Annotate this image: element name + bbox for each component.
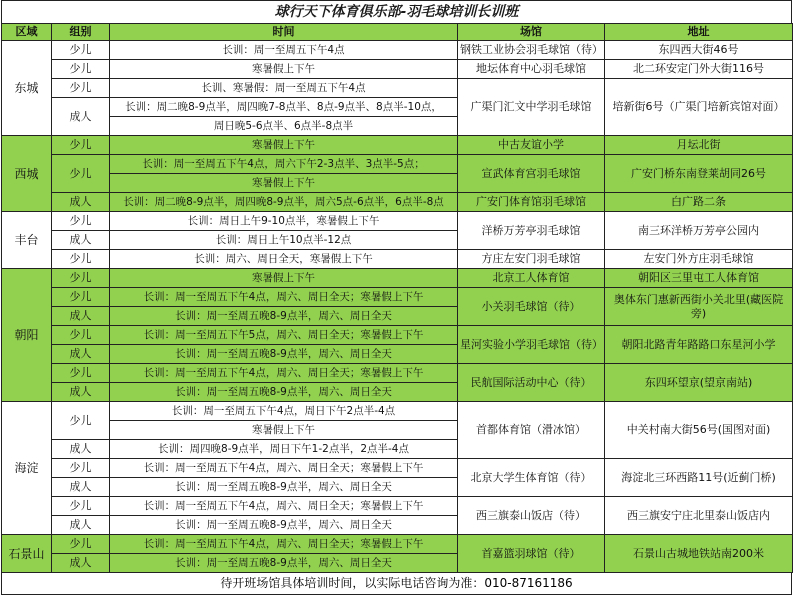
venue-cell: 广渠门汇文中学羽毛球馆	[458, 79, 605, 136]
address-cell: 奥体东门惠新西街小关北里(藏医院旁)	[605, 288, 793, 326]
group-cell: 少儿	[52, 459, 110, 478]
group-cell: 少儿	[52, 250, 110, 269]
table-row	[2, 193, 793, 212]
time-cell: 长训：周一至周五下午4点，周日下午2点半-4点	[110, 402, 458, 421]
table-row	[2, 459, 793, 478]
address-cell: 东四西大街46号	[605, 41, 793, 60]
group-cell: 少儿	[52, 269, 110, 288]
time-cell: 长训：周二晚8-9点半，周四晚8-9点半，周六5点-6点半，6点半-8点	[110, 193, 458, 212]
time-cell: 长训：周一至周五下午4点，周六、周日全天；寒暑假上下午	[110, 288, 458, 307]
header-group: 组别	[52, 24, 110, 41]
venue-cell: 首嘉篮羽球馆（待）	[458, 535, 605, 573]
district-cell: 西城	[2, 136, 52, 212]
venue-cell: 西三旗泰山饭店（待）	[458, 497, 605, 535]
time-cell: 长训、寒暑假：周一至周五下午4点	[110, 79, 458, 98]
table-row	[2, 402, 793, 421]
group-cell: 少儿	[52, 155, 110, 193]
table-row	[2, 60, 793, 79]
table-row	[2, 364, 793, 383]
group-cell: 少儿	[52, 41, 110, 60]
schedule-table	[1, 23, 793, 573]
page-title: 球行天下体育俱乐部-羽毛球培训长训班	[1, 0, 792, 23]
group-cell: 少儿	[52, 212, 110, 231]
venue-cell: 洋桥万芳亭羽毛球馆	[458, 212, 605, 250]
time-cell: 长训：周一至周五下午4点	[110, 41, 458, 60]
time-cell: 长训：周一至周五下午4点，周六、周日全天；寒暑假上下午	[110, 535, 458, 554]
time-cell: 长训：周一至周五晚8-9点半，周六、周日全天	[110, 307, 458, 326]
schedule-sheet	[1, 0, 792, 595]
group-cell: 成人	[52, 478, 110, 497]
address-cell: 南三环洋桥万芳亭公园内	[605, 212, 793, 250]
group-cell: 少儿	[52, 288, 110, 307]
venue-cell: 北京工人体育馆	[458, 269, 605, 288]
header-time: 时间	[110, 24, 458, 41]
group-cell: 成人	[52, 231, 110, 250]
address-cell: 石景山古城地铁站南200米	[605, 535, 793, 573]
time-cell: 寒暑假上下午	[110, 60, 458, 79]
address-cell: 左安门外方庄羽毛球馆	[605, 250, 793, 269]
table-row	[2, 212, 793, 231]
time-cell: 长训：周一至周五下午4点，周六、周日全天；寒暑假上下午	[110, 459, 458, 478]
time-cell: 寒暑假上下午	[110, 421, 458, 440]
district-cell: 石景山	[2, 535, 52, 573]
group-cell: 少儿	[52, 535, 110, 554]
group-cell: 成人	[52, 193, 110, 212]
time-cell: 长训：周一至周五晚8-9点半，周六、周日全天	[110, 345, 458, 364]
venue-cell: 北京大学生体育馆（待）	[458, 459, 605, 497]
group-cell: 成人	[52, 516, 110, 535]
header-district: 区域	[2, 24, 52, 41]
address-cell: 广安门桥东南登莱胡同26号	[605, 155, 793, 193]
address-cell: 培新街6号（广渠门培新宾馆对面）	[605, 79, 793, 136]
group-cell: 成人	[52, 307, 110, 326]
time-cell: 长训：周一至周五晚8-9点半，周六、周日全天	[110, 554, 458, 573]
table-row	[2, 136, 793, 155]
district-cell: 海淀	[2, 402, 52, 535]
table-row	[2, 288, 793, 307]
address-cell: 海淀北三环西路11号(近蓟门桥)	[605, 459, 793, 497]
group-cell: 少儿	[52, 60, 110, 79]
venue-cell: 广安门体育馆羽毛球馆	[458, 193, 605, 212]
venue-cell: 宣武体育宫羽毛球馆	[458, 155, 605, 193]
group-cell: 少儿	[52, 136, 110, 155]
header-address: 地址	[605, 24, 793, 41]
time-cell: 寒暑假上下午	[110, 269, 458, 288]
address-cell: 北二环安定门外大街116号	[605, 60, 793, 79]
district-cell: 丰台	[2, 212, 52, 269]
group-cell: 少儿	[52, 79, 110, 98]
time-cell: 长训：周六、周日全天，寒暑假上下午	[110, 250, 458, 269]
group-cell: 成人	[52, 440, 110, 459]
time-cell: 长训：周一至周五下午5点，周六、周日全天；寒暑假上下午	[110, 326, 458, 345]
header-row	[2, 24, 793, 41]
group-cell: 成人	[52, 554, 110, 573]
venue-cell: 星河实验小学羽毛球馆（待）	[458, 326, 605, 364]
group-cell: 成人	[52, 98, 110, 136]
header-venue: 场馆	[458, 24, 605, 41]
district-cell: 东城	[2, 41, 52, 136]
time-cell: 长训：周一至周五晚8-9点半，周六、周日全天	[110, 383, 458, 402]
venue-cell: 民航国际活动中心（待）	[458, 364, 605, 402]
venue-cell: 地坛体育中心羽毛球馆	[458, 60, 605, 79]
venue-cell: 小关羽毛球馆（待）	[458, 288, 605, 326]
time-cell: 长训：周四晚8-9点半，周日下午1-2点半，2点半-4点	[110, 440, 458, 459]
table-row	[2, 79, 793, 98]
table-row	[2, 155, 793, 174]
address-cell: 西三旗安宁庄北里泰山饭店内	[605, 497, 793, 535]
table-row	[2, 250, 793, 269]
group-cell: 少儿	[52, 402, 110, 440]
group-cell: 成人	[52, 345, 110, 364]
venue-cell: 方庄左安门羽毛球馆	[458, 250, 605, 269]
address-cell: 月坛北街	[605, 136, 793, 155]
footer-note: 待开班场馆具体培训时间，以实际电话咨询为准：010-87161186	[1, 573, 792, 595]
time-cell: 长训：周一至周五下午4点，周六、周日全天；寒暑假上下午	[110, 364, 458, 383]
table-row	[2, 535, 793, 554]
table-row	[2, 269, 793, 288]
time-cell: 长训：周二晚8-9点半，周四晚7-8点半、8点-9点半、8点半-10点，	[110, 98, 458, 117]
address-cell: 中关村南大街56号(国图对面)	[605, 402, 793, 459]
venue-cell: 首都体育馆（滑冰馆）	[458, 402, 605, 459]
group-cell: 少儿	[52, 326, 110, 345]
address-cell: 朝阳北路青年路路口东星河小学	[605, 326, 793, 364]
venue-cell: 中古友谊小学	[458, 136, 605, 155]
group-cell: 成人	[52, 383, 110, 402]
venue-cell: 钢铁工业协会羽毛球馆（待）	[458, 41, 605, 60]
time-cell: 长训：周一至周五下午4点，周六下午2-3点半、3点半-5点；	[110, 155, 458, 174]
table-row	[2, 326, 793, 345]
group-cell: 少儿	[52, 497, 110, 516]
group-cell: 少儿	[52, 364, 110, 383]
address-cell: 朝阳区三里屯工人体育馆	[605, 269, 793, 288]
address-cell: 白广路二条	[605, 193, 793, 212]
time-cell: 寒暑假上下午	[110, 174, 458, 193]
time-cell: 长训：周一至周五下午4点，周六、周日全天；寒暑假上下午	[110, 497, 458, 516]
time-cell: 周日晚5-6点半、6点半-8点半	[110, 117, 458, 136]
time-cell: 寒暑假上下午	[110, 136, 458, 155]
table-row	[2, 497, 793, 516]
time-cell: 长训：周一至周五晚8-9点半，周六、周日全天	[110, 516, 458, 535]
time-cell: 长训：周日上午10点半-12点	[110, 231, 458, 250]
time-cell: 长训：周一至周五晚8-9点半，周六、周日全天	[110, 478, 458, 497]
address-cell: 东四环望京(望京南站)	[605, 364, 793, 402]
district-cell: 朝阳	[2, 269, 52, 402]
time-cell: 长训：周日上午9-10点半，寒暑假上下午	[110, 212, 458, 231]
table-row	[2, 41, 793, 60]
